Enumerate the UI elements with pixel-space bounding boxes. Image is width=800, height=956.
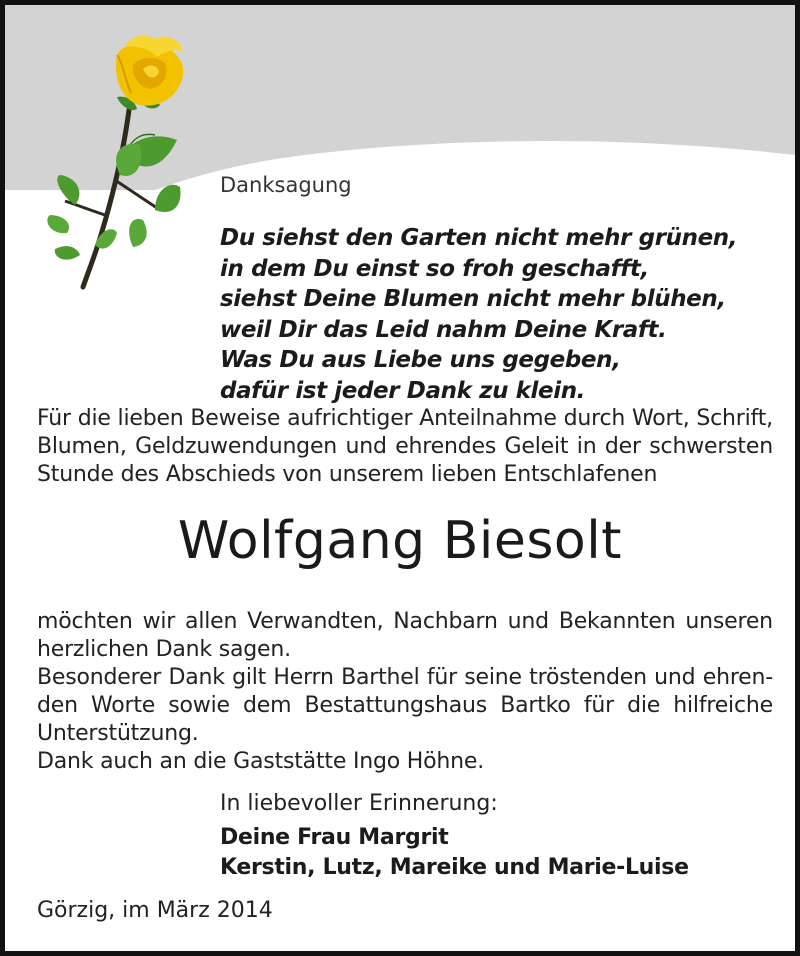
poem <box>220 223 737 406</box>
poem-line: in dem Du einst so froh geschafft, <box>220 255 649 282</box>
intro-line: Für die lieben Beweise aufrichtiger Anteilnahme durch Wort, Schrift, <box>37 406 773 431</box>
heading-danksagung: Danksagung <box>220 173 352 197</box>
thanks-line: herzlichen Dank sagen. <box>37 637 291 662</box>
signer-line: Deine Frau Margrit <box>220 825 449 850</box>
poem-line: weil Dir das Leid nahm Deine Kraft. <box>220 316 667 343</box>
thanks-paragraph <box>37 608 773 776</box>
thanks-line: Unterstützung. <box>37 721 199 746</box>
thanks-line: möchten wir allen Verwandten, Nachbarn und Bekannten unseren <box>37 609 773 634</box>
deceased-name: Wolfgang Biesolt <box>177 511 623 571</box>
poem-line: siehst Deine Blumen nicht mehr blühen, <box>220 286 726 312</box>
yellow-rose-icon <box>5 5 205 305</box>
signers <box>220 823 689 883</box>
poem-line: dafür ist jeder Dank zu klein. <box>220 377 586 404</box>
intro-line: Stunde des Abschieds von unserem lieben Entschlafenen <box>37 462 658 487</box>
thanks-line: den Worte sowie dem Bestattungshaus Bartko für die hilfreiche <box>37 693 773 718</box>
poem-line: Was Du aus Liebe uns gegeben, <box>220 347 621 373</box>
intro-paragraph <box>37 405 773 489</box>
poem-line: Du siehst den Garten nicht mehr grünen, <box>220 225 738 251</box>
place-and-date: Görzig, im März 2014 <box>37 898 273 923</box>
memory-label: In liebevoller Erinnerung: <box>220 791 498 816</box>
signer-line: Kerstin, Lutz, Mareike und Marie-Luise <box>220 855 689 880</box>
intro-line: Blumen, Geldzuwendungen und ehrendes Geleit in der schwersten <box>37 434 773 459</box>
thanks-line: Dank auch an die Gaststätte Ingo Höhne. <box>37 749 485 774</box>
thanks-line: Besonderer Dank gilt Herrn Barthel für seine tröstenden und ehren- <box>37 665 773 690</box>
